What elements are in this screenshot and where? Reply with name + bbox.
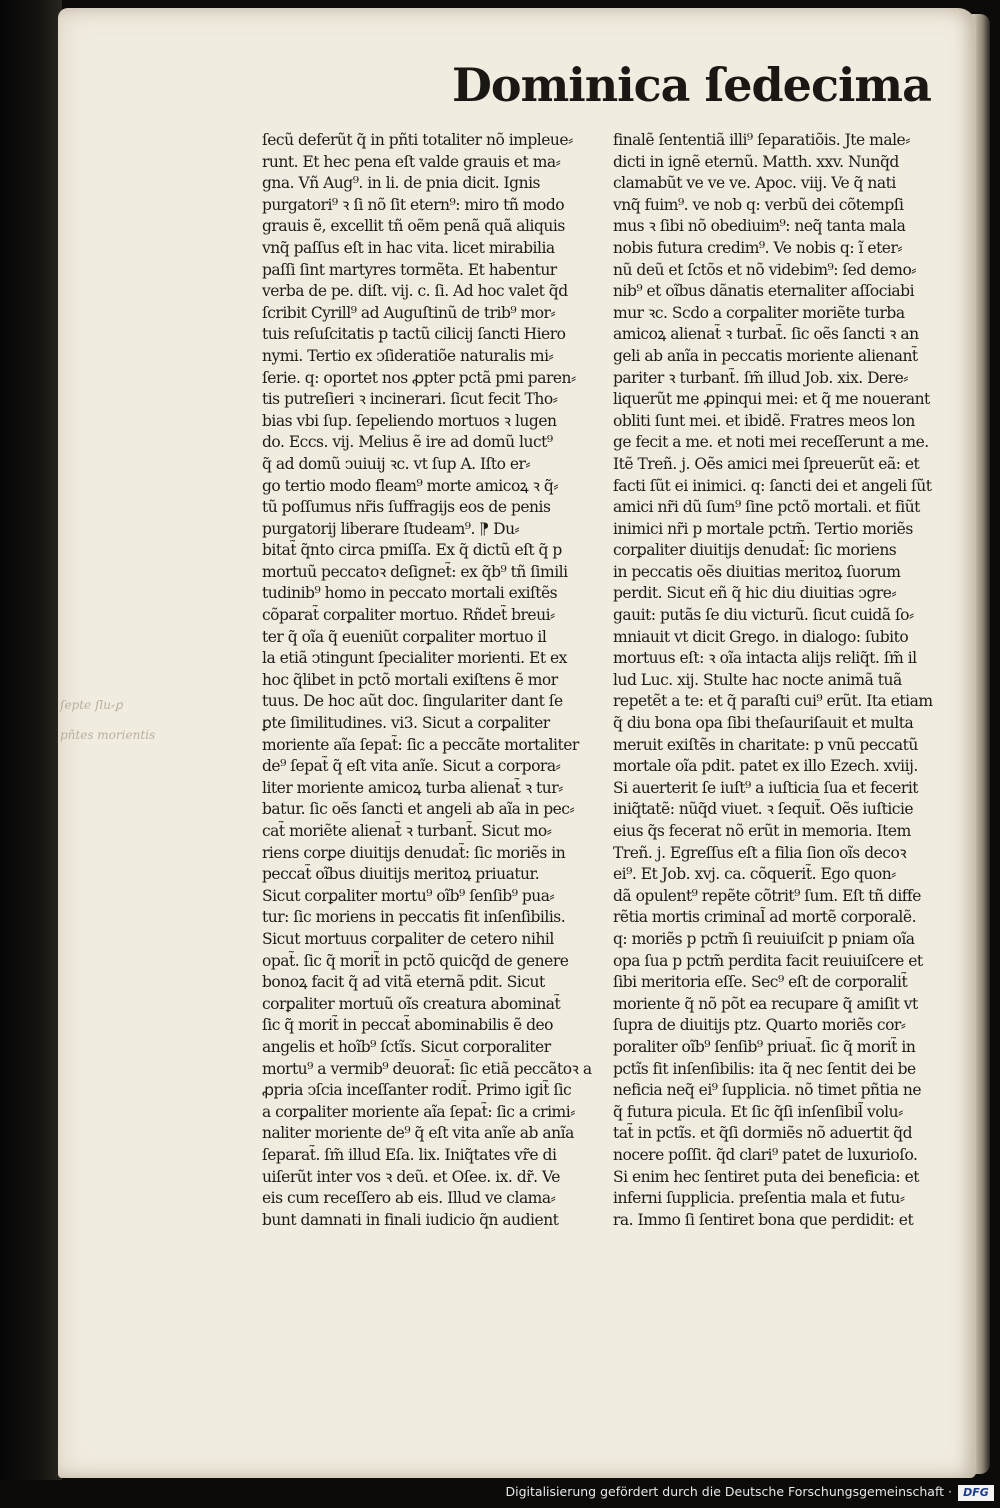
text-line: bunt damnati in finali iudicio q̃n audient (262, 1210, 559, 1229)
text-line: tudinib⁹ homo in peccato mortali exiſtẽs (262, 584, 558, 603)
text-line: q: moriẽs p pctm̃ ſi reuiuiſcit p pniam oĩa (613, 929, 915, 948)
right-column (613, 130, 965, 1231)
text-line: moriente q̃ nõ põt ea recupare q̃ amiſit vt (613, 994, 918, 1013)
text-line: iniq̃tatẽ: nũq̃d viuet. ꝛ ſequit̃. Oẽs iuſticie (613, 800, 914, 819)
text-line: dicti in ignẽ eternũ. Matth. xxv. Nunq̃d (613, 152, 899, 171)
text-line: tur: ſic moriens in peccatis fit inſenſibilis. (262, 908, 566, 927)
text-line: gauit: putãs ſe diu victurũ. ſicut cuidã ſo⸗ (613, 606, 914, 625)
text-line: ter q̃ oĩa q̃ eueniũt corꝑaliter mortuo il (262, 627, 547, 646)
text-line: geli ab anĩa in peccatis moriente alienant̃ (613, 346, 918, 365)
text-line: dã opulent⁹ repẽte cõtrit⁹ ſum. Eſt tñ diffe (613, 886, 921, 905)
text-line: mortu⁹ a vermib⁹ deuorat̃: ſic etiã peccãtoꝛ a (262, 1059, 592, 1078)
text-line: grauis ẽ, excellit tñ oẽm penã quã aliquis (262, 217, 565, 236)
text-line: inimici nr̃i p mortale pctm̃. Tertio moriẽs (613, 519, 913, 538)
text-line: batur. ſic oẽs ſancti et angeli ab aĩa in pec⸗ (262, 800, 575, 819)
text-line: paſſi ſint martyres tormẽta. Et habentur (262, 260, 557, 279)
text-line: Treñ. j. Egreſſus eſt a filia ſion oĩs decoꝛ (613, 843, 907, 862)
text-line: liquerũt me ꝓpinqui mei: et q̃ me nouerant (613, 390, 930, 409)
text-line: in peccatis oẽs diuitias meritoꝝ ſuorum (613, 562, 901, 581)
text-line: Si auerterit ſe iuſt⁹ a iuſticia ſua et fecerit (613, 778, 919, 797)
text-line: mortale oĩa pdit. patet ex illo Ezech. xviij. (613, 757, 918, 776)
text-line: ra. Immo ſi ſentiret bona que perdidit: et (613, 1210, 914, 1229)
marginal-note-line: pñtes morientis (60, 728, 156, 742)
text-line: de⁹ ſepat̃ q̃ eſt vita anĩe. Sicut a corpora⸗ (262, 757, 561, 776)
text-line: do. Eccs. vij. Melius ẽ ire ad domũ luct⁹ (262, 433, 553, 452)
text-line: bitat̃ q̃nto circa pmiſſa. Ex q̃ dictũ eſt q̃ p (262, 541, 562, 560)
text-line: Si enim hec ſentiret puta dei beneficia: et (613, 1167, 919, 1186)
text-line: ſibi meritoria eſſe. Sec⁹ eſt de corporalit̃ (613, 973, 908, 992)
text-line: purgatori⁹ ꝛ ſi nõ ſit etern⁹: miro tñ modo (262, 195, 565, 214)
text-line: Sicut mortuus corꝑaliter de cetero nihil (262, 929, 554, 948)
text-line: meruit exiſtẽs in charitate: p vnũ peccatũ (613, 735, 918, 754)
text-line: Itẽ Treñ. j. Oẽs amici mei ſpreuerũt eã: et (613, 454, 920, 473)
marginal-note-line: ſepte ſlu⸗ꝑ (60, 698, 123, 712)
text-line: facti ſũt ei inimici. q: ſancti dei et angeli ſũt (613, 476, 932, 495)
text-line: Sicut corꝑaliter mortu⁹ oĩb⁹ ſenſib⁹ pua⸗ (262, 886, 555, 905)
text-line: bonoꝝ facit q̃ ad vitã eternã pdit. Sicut (262, 973, 545, 992)
text-line: mur ꝛc. Scdo a corꝑaliter moriẽte turba (613, 303, 905, 322)
text-line: cat̃ moriẽte alienat̃ ꝛ turbant̃. Sicut mo⸗ (262, 822, 552, 840)
text-line: vnq̃ fuim⁹. ve nob q: verbũ dei cõtempſi (613, 195, 904, 214)
page-heading: Dominica ſedecima (452, 58, 931, 112)
text-line: q̃ futura picula. Et ſic q̃ſi inſenſibil̃ volu⸗ (613, 1102, 903, 1121)
text-line: lud Luc. xij. Stulte hac nocte animã tuã (613, 670, 902, 689)
text-line: neficia neq̃ ei⁹ ſupplicia. nõ timet pñtia ne (613, 1081, 922, 1100)
text-line: ſerie. q: oportet nos ꝓpter pctã pmi paren⸗ (262, 368, 576, 387)
text-line: tis putreſieri ꝛ incinerari. ſicut fecit Tho⸗ (262, 390, 558, 409)
text-line: mortuũ peccatoꝛ deſignet̃: ex q̃b⁹ tñ ſimili (262, 562, 568, 581)
text-line: inferni ſupplicia. preſentia mala et futu⸗ (613, 1189, 905, 1208)
text-line: tuis reſuſcitatis p tactũ cilicij ſancti Hiero (262, 325, 566, 344)
text-line: ei⁹. Et Job. xvj. ca. cõquerit̃. Ego quon⸗ (613, 865, 896, 884)
text-line: naliter moriente de⁹ q̃ eſt vita anĩe ab anĩa (262, 1124, 574, 1143)
book-spine-shadow (0, 0, 62, 1480)
text-line: a corꝑaliter moriente aĩa ſepat̃: ſic a crimi⸗ (262, 1102, 575, 1121)
text-line: nũ deũ et ſctõs et nõ videbim⁹: ſed demo⸗ (613, 260, 916, 279)
text-line: tuus. De hoc aũt doc. ſingulariter dant ſe (262, 692, 563, 711)
text-line: amici nr̃i dũ ſum⁹ ſine pctõ mortali. et fiũt (613, 498, 920, 517)
text-line: ꝑte ſimilitudines. vi3. Sicut a corꝑaliter (262, 714, 550, 733)
text-line: moriente aĩa ſepat̃: ſic a peccãte mortaliter (262, 735, 579, 754)
text-line: perdit. Sicut eñ q̃ hic diu diuitias ↄgre⸗ (613, 584, 897, 603)
text-line: poraliter oĩb⁹ ſenſib⁹ priuat̃. ſic q̃ morit̃ in (613, 1037, 916, 1056)
text-line: nib⁹ et oĩbus dãnatis eternaliter aſſociabi (613, 282, 915, 301)
text-line: ſic q̃ morit̃ in peccat̃ abominabilis ẽ deo (262, 1016, 553, 1035)
text-line: ge fecit a me. et noti mei receſſerunt a me. (613, 433, 929, 452)
text-line: mortuus eſt: ꝛ oĩa intacta alijs reliq̃t. ſm̃ il (613, 649, 917, 668)
text-line: repetẽt a te: et q̃ paraſti cui⁹ erũt. Ita etiam (613, 692, 933, 711)
text-line: hoc q̃libet in pctõ mortali exiſtens ẽ mor (262, 670, 558, 689)
text-line: ſecũ deferũt q̃ in pñti totaliter nõ impleue⸗ (262, 131, 573, 149)
footer-credit: Digitalisierung gefördert durch die Deutsche Forschungsgemeinschaft · (505, 1484, 952, 1499)
text-line: gna. Vñ Aug⁹. in li. de pnia dicit. Ignis (262, 174, 540, 193)
text-line: ꝓpria ↄſcia inceſſanter rodit̃. Primo igit̃ ſic (262, 1081, 572, 1100)
text-line: nymi. Tertio ex ↄſideratiõe naturalis mi⸗ (262, 346, 554, 365)
text-line: nobis futura credim⁹. Ve nobis q: ĩ eter⸗ (613, 238, 903, 257)
text-line: ſeparat̃. ſm̃ illud Eſa. lix. Iniq̃tates vr̃e di (262, 1145, 557, 1164)
text-line: q̃ ad domũ ↄuiuij ꝛc. vt ſup A. Iſto er⸗ (262, 454, 531, 473)
text-line: liter moriente amicoꝝ turba alienat̃ ꝛ tur⸗ (262, 778, 563, 797)
text-line: clamabũt ve ve ve. Apoc. viij. Ve q̃ nati (613, 174, 896, 193)
text-line: uiſerũt inter vos ꝛ deũ. et Oſee. ix. dr̃. Ve (262, 1167, 560, 1186)
text-line: eius q̃s fecerat nõ erũt in memoria. Item (613, 822, 911, 840)
text-line: pctĩs fit inſenſibilis: ita q̃ nec ſentit dei be (613, 1059, 916, 1078)
text-line: runt. Et hec pena eſt valde grauis et ma⸗ (262, 152, 561, 171)
marginal-note (60, 690, 238, 750)
text-line: cõparat̃ corꝑaliter mortuo. Rñdet̃ breui⸗ (262, 606, 555, 625)
text-line: eis cum receſſero ab eis. Illud ve clama⸗ (262, 1189, 556, 1208)
text-line: ſcribit Cyrill⁹ ad Auguſtinũ de trib⁹ mor⸗ (262, 303, 556, 322)
text-line: opat̃. ſic q̃ morit̃ in pctõ quicq̃d de genere (262, 951, 569, 970)
text-line: go tertio modo fleam⁹ morte amicoꝝ ꝛ q̃⸗ (262, 476, 559, 495)
text-line: finalẽ ſententiã illi⁹ ſeparatiõis. Jte male⸗ (613, 131, 910, 149)
left-column (262, 130, 602, 1231)
digitization-footer (0, 1480, 1000, 1508)
text-line: vnq̃ paſſus eſt in hac vita. licet mirabilia (262, 238, 555, 257)
text-line: purgatorij liberare ſtudeam⁹. ⁋ Du⸗ (262, 519, 520, 538)
text-line: verba de pe. diſt. vij. c. ſi. Ad hoc valet q̃d (262, 282, 568, 301)
text-line: nocere poſſit. q̃d clari⁹ patet de luxurioſo. (613, 1145, 918, 1164)
text-line: corꝑaliter mortuũ oĩs creatura abominat̃ (262, 994, 561, 1013)
text-line: opa ſua p pctm̃ perdita facit reuiuiſcere et (613, 951, 923, 970)
text-line: ſupra de diuitijs ptz. Quarto moriẽs cor⸗ (613, 1016, 906, 1035)
text-line: tat̃ in pctĩs. et q̃ſi dormiẽs nõ aduertit q̃d (613, 1124, 912, 1143)
text-line: mus ꝛ ſibi nõ obediuim⁹: neq̃ tanta mala (613, 217, 906, 236)
text-line: la etiã ↄtingunt ſpecialiter morienti. Et ex (262, 649, 567, 668)
text-line: mniauit vt dicit Grego. in dialogo: ſubito (613, 627, 909, 646)
text-line: amicoꝝ alienat̃ ꝛ turbat̃. ſic oẽs ſancti ꝛ an (613, 325, 919, 344)
text-line: riens corꝑe diuitijs denudat̃: ſic moriẽs in (262, 843, 566, 862)
text-line: obliti ſunt mei. et ibidẽ. Fratres meos lon (613, 411, 915, 430)
text-line: angelis et hoĩb⁹ ſctĩs. Sicut corporaliter (262, 1037, 551, 1056)
text-line: peccat̃ oĩbus diuitijs meritoꝝ priuatur. (262, 865, 540, 884)
text-line: corꝑaliter diuitijs denudat̃: ſic moriens (613, 541, 897, 560)
text-line: tũ poſſumus nr̃is ſuffragijs eos de penis (262, 498, 551, 517)
text-line: q̃ diu bona opa ſibi theſauriſauit et multa (613, 714, 914, 733)
text-line: rẽtia mortis criminal̃ ad mortẽ corporalẽ. (613, 908, 916, 927)
text-line: pariter ꝛ turbant̃. ſm̃ illud Job. xix. Dere⸗ (613, 368, 908, 387)
dfg-logo: DFG (958, 1485, 994, 1501)
text-line: bias vbi ſup. ſepeliendo mortuos ꝛ lugen (262, 411, 557, 430)
